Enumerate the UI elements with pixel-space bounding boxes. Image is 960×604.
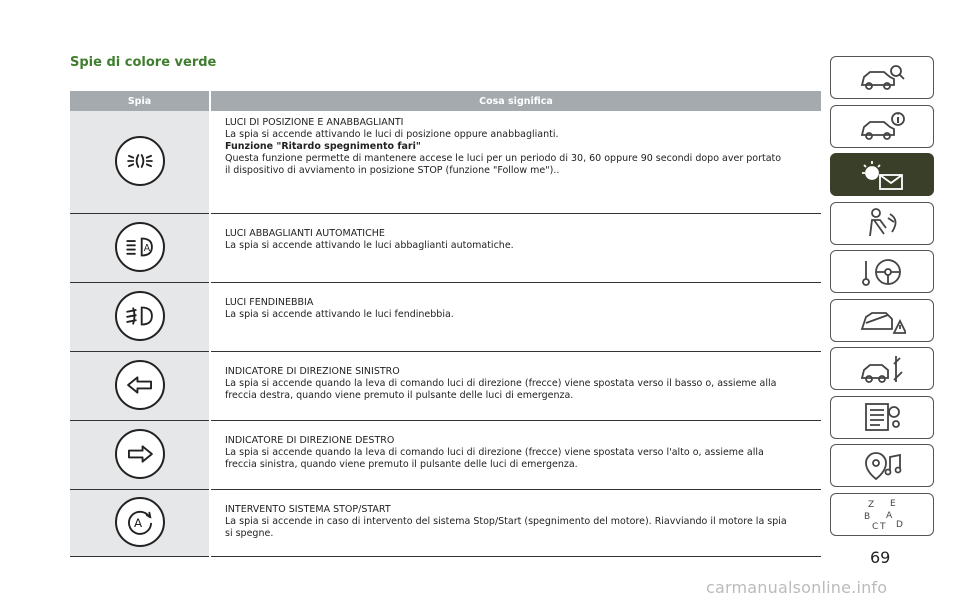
lamp-text-line: si spegne. xyxy=(225,528,274,539)
alphabetical-index-icon xyxy=(858,497,906,531)
lamp-text-line: La spia si accende quando la leva di comando luci di direzione (frecce) viene spostata verso il basso o, assieme alla xyxy=(225,378,777,389)
auto-headlamp-icon xyxy=(115,222,165,272)
lamp-subtitle: Funzione "Ritardo spegnimento fari" xyxy=(225,141,421,152)
multimedia-icon xyxy=(858,449,906,483)
car-breakdown-icon xyxy=(858,303,906,337)
index-letter: T xyxy=(880,522,886,531)
car-info-icon xyxy=(858,109,906,143)
warning-lights-table xyxy=(70,91,821,557)
lamp-title: INDICATORE DI DIREZIONE SINISTRO xyxy=(225,366,400,377)
row-description xyxy=(211,490,821,540)
low-beam-position-lights-icon xyxy=(115,136,165,186)
lamp-text-line: La spia si accende quando la leva di comando luci di direzione (frecce) viene spostata verso l'alto o, assieme alla xyxy=(225,447,764,458)
row-description xyxy=(211,283,821,321)
column-header-meaning: Cosa significa xyxy=(210,91,821,111)
lamp-title: LUCI DI POSIZIONE E ANABBAGLIANTI xyxy=(225,117,404,128)
car-search-icon xyxy=(858,61,906,95)
svg-text:A: A xyxy=(143,242,150,254)
tab-multimedia[interactable] xyxy=(830,444,934,487)
front-fog-light-icon xyxy=(115,291,165,341)
lamp-title: INTERVENTO SISTEMA STOP/START xyxy=(225,504,391,515)
watermark: carmanualsonline.info xyxy=(706,578,888,597)
tab-maintenance[interactable] xyxy=(830,347,934,390)
column-header-spia: Spia xyxy=(70,91,210,111)
index-letter: E xyxy=(890,499,896,509)
table-row xyxy=(70,283,821,352)
section-title: Spie di colore verde xyxy=(70,55,217,70)
tab-starting-driving[interactable] xyxy=(830,250,934,293)
chapter-tabs xyxy=(830,56,936,541)
lamp-title: LUCI ABBAGLIANTI AUTOMATICHE xyxy=(225,228,385,239)
tab-emergency[interactable] xyxy=(830,299,934,342)
index-letter: Z xyxy=(868,500,875,510)
warning-light-message-icon xyxy=(858,158,906,192)
table-row xyxy=(70,214,821,283)
index-letter: D xyxy=(896,520,903,530)
lamp-title: INDICATORE DI DIREZIONE DESTRO xyxy=(225,435,395,446)
lamp-text-line: il dispositivo di avviamento in posizione STOP (funzione "Follow me").. xyxy=(225,165,560,176)
row-description xyxy=(211,111,821,177)
lamp-text-line: freccia sinistra, quando viene premuto il pulsante delle luci di emergenza. xyxy=(225,459,578,470)
lamp-title: LUCI FENDINEBBIA xyxy=(225,297,314,308)
passenger-safety-icon xyxy=(858,206,906,240)
table-row xyxy=(70,490,821,557)
right-turn-indicator-icon xyxy=(115,429,165,479)
lamp-text-line: La spia si accende in caso di intervento del sistema Stop/Start (spegnimento del motore). Riavviando il motore la spia xyxy=(225,516,787,527)
svg-text:A: A xyxy=(133,516,142,531)
lamp-text-line: freccia destra, quando viene premuto il pulsante delle luci di emergenza. xyxy=(225,390,574,401)
row-description xyxy=(211,352,821,402)
table-header-row xyxy=(70,91,821,111)
tab-warning-lights[interactable] xyxy=(830,153,934,196)
row-description xyxy=(211,214,821,252)
tab-safety[interactable] xyxy=(830,202,934,245)
index-letter: C xyxy=(872,522,879,531)
car-maintenance-icon xyxy=(858,352,906,386)
lamp-text-line: La spia si accende attivando le luci abbaglianti automatiche. xyxy=(225,240,514,251)
lamp-text-line: Questa funzione permette di mantenere accese le luci per un periodo di 30, 60 oppure 90 secondi dopo aver portato xyxy=(225,153,782,164)
left-turn-indicator-icon xyxy=(115,360,165,410)
table-row xyxy=(70,421,821,490)
tab-index[interactable] xyxy=(830,493,934,536)
tab-technical-data[interactable] xyxy=(830,396,934,439)
steering-wheel-key-icon xyxy=(858,255,906,289)
index-letter: B xyxy=(864,512,871,522)
tab-car-search[interactable] xyxy=(830,56,934,99)
start-stop-icon xyxy=(115,497,165,547)
index-letter: A xyxy=(886,511,893,521)
page-number: 69 xyxy=(870,548,891,567)
lamp-text-line: La spia si accende attivando le luci di posizione oppure anabbaglianti. xyxy=(225,129,559,140)
table-row xyxy=(70,352,821,421)
lamp-text-line: La spia si accende attivando le luci fendinebbia. xyxy=(225,309,454,320)
technical-data-icon xyxy=(858,400,906,434)
table-row xyxy=(70,111,821,214)
tab-car-info[interactable] xyxy=(830,105,934,148)
row-description xyxy=(211,421,821,471)
